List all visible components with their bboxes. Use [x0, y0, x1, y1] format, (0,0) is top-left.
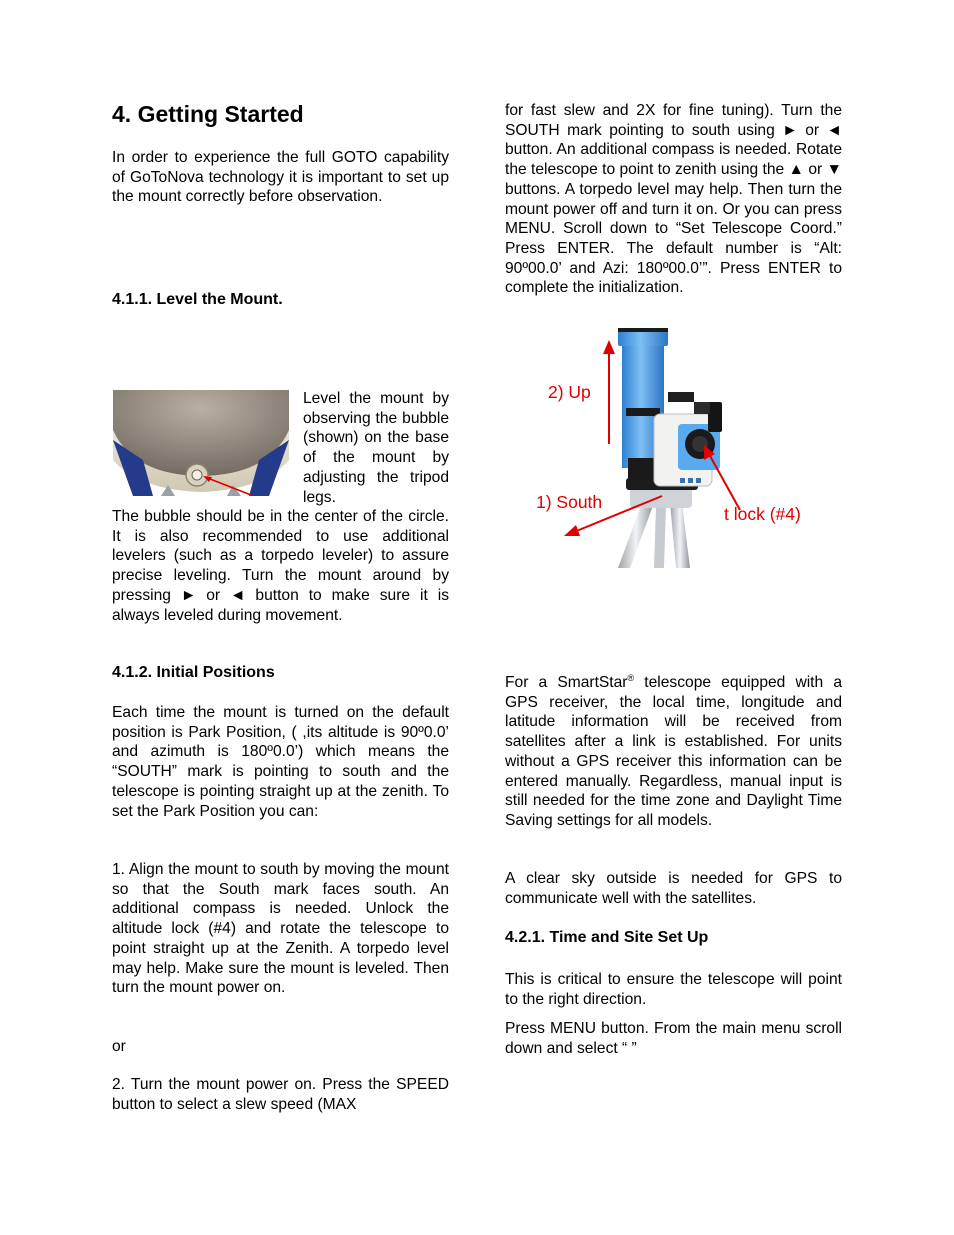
gps-text-a: For a SmartStar	[505, 674, 628, 691]
label-altitude-lock: t lock (#4)	[724, 504, 801, 524]
step1-paragraph: 1. Align the mount to south by moving the mount so that the South mark faces south. An additional compass is needed. Unlock the altitude lock (#4) and rotate the telescope to point straight up at the Zenith. A torpedo level may help. Make sure the mount is leveled. Then turn the mount power on.	[112, 861, 449, 997]
level-side-text: Level the mount by observing the bubble (shown) on the base of the mount by adjusting the tripod legs.	[303, 390, 449, 506]
gps-text-b: telescope equipped with a GPS receiver, the local time, longitude and latitude information will be received from satellites after a link is established. For units without a GPS receiver this information can be entered manually. Regardless, manual input is still needed for the time zone and Daylight Time Saving settings for all models.	[505, 674, 842, 829]
time-heading: 4.2.1. Time and Site Set Up	[505, 929, 709, 946]
or-text: or	[112, 1038, 126, 1055]
menu-paragraph: Press MENU button. From the main menu scroll down and select “ ”	[505, 1020, 842, 1057]
telescope-figure	[530, 328, 830, 568]
initial-heading: 4.1.2. Initial Positions	[112, 664, 275, 681]
step2-continued: for fast slew and 2X for fine tuning). Turn the SOUTH mark pointing to south using ► or ◄ button. An additional compass is needed. Rotate the telescope to point to zenith using the ▲ or ▼ buttons. A torpedo level may help. Then turn the mount power off and turn it on. Or you can press MENU. Scroll down to “Set Telescope Coord.” Press ENTER. The default number is “Alt: 90º00.0’ and Azi: 180º00.0’”. Press ENTER to complete the initialization.	[505, 102, 842, 297]
level-body: The bubble should be in the center of the circle. It is also recommended to use additional levelers (such as a torpedo leveler) to assure precise leveling. Turn the mount around by pressing ► or ◄ button to make sure it is always leveled during movement.	[112, 508, 449, 624]
bubble-photo	[113, 390, 289, 496]
step2-paragraph: 2. Turn the mount power on. Press the SPEED button to select a slew speed (MAX	[112, 1076, 449, 1113]
level-heading: 4.1.1. Level the Mount.	[112, 291, 283, 308]
label-south: 1) South	[536, 492, 603, 512]
gps-paragraph	[505, 673, 842, 831]
intro-paragraph: In order to experience the full GOTO capability of GoToNova technology it is important to set up the mount correctly before observation.	[112, 149, 449, 206]
time-body: This is critical to ensure the telescope will point to the right direction.	[505, 971, 842, 1008]
registered-mark: ®	[627, 672, 635, 683]
initial-body: Each time the mount is turned on the default position is Park Position, ( ,its altitude is 90º0.0’ and azimuth is 180º0.0’) which means the “SOUTH” mark is pointing to south and the telescope is pointing straight up at the zenith. To set the Park Position you can:	[112, 704, 449, 820]
label-up: 2) Up	[548, 382, 591, 402]
gps-sky-paragraph: A clear sky outside is needed for GPS to communicate well with the satellites.	[505, 870, 842, 907]
section-title: 4. Getting Started	[112, 101, 304, 127]
